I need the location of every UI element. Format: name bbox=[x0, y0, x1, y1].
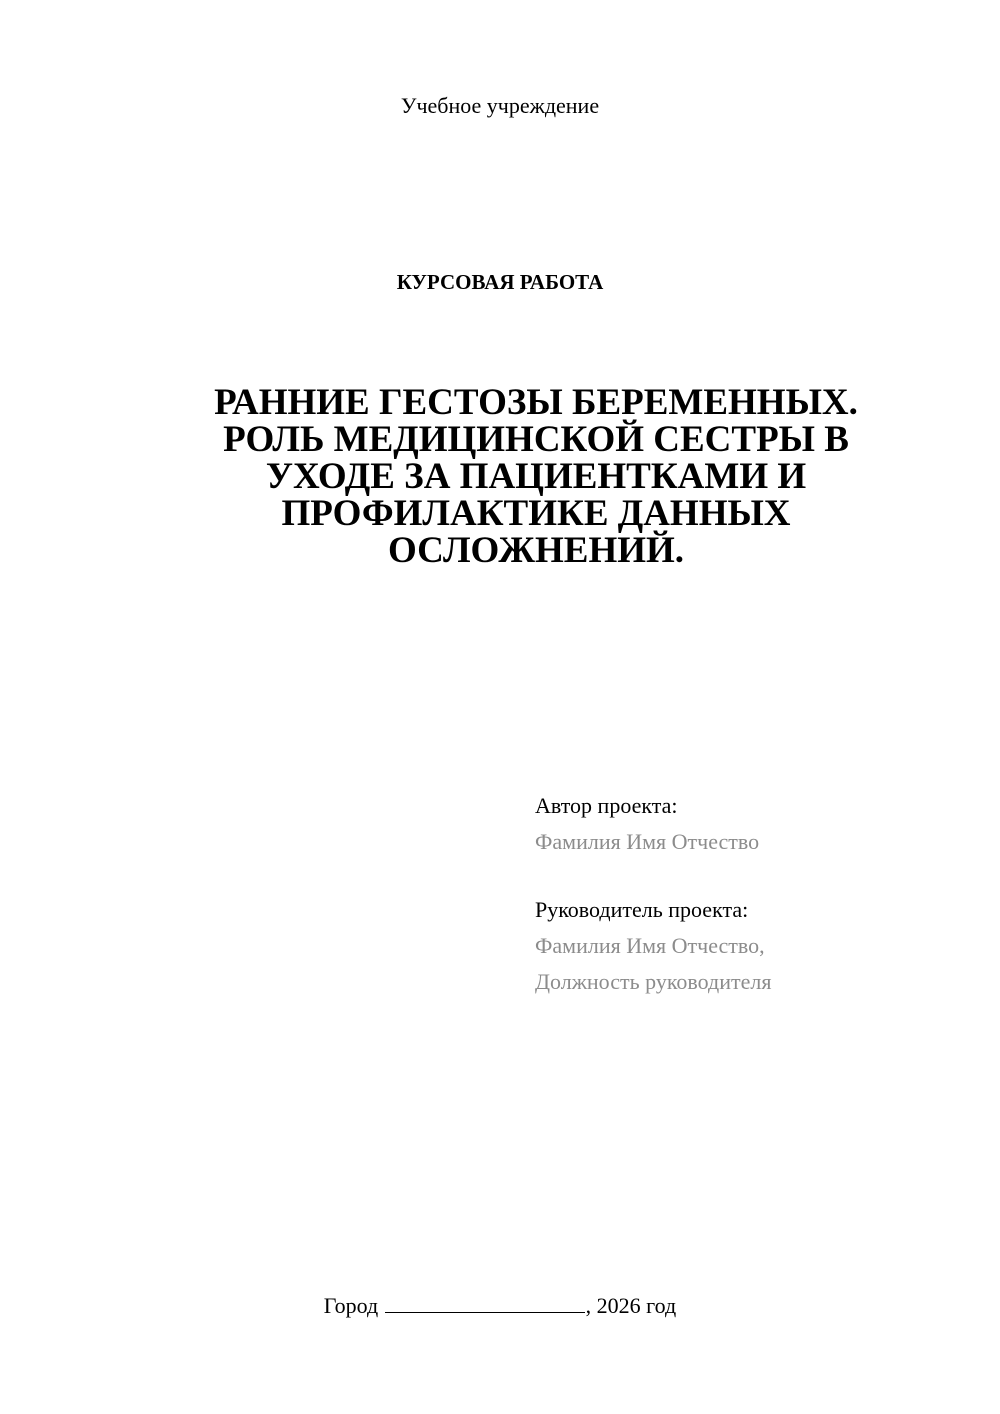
author-label: Автор проекта: bbox=[535, 793, 678, 818]
supervisor-position: Должность руководителя bbox=[535, 969, 772, 994]
supervisor-label: Руководитель проекта: bbox=[535, 897, 749, 922]
city-label: Город bbox=[323, 1293, 379, 1318]
city-year-line bbox=[0, 1290, 1000, 1321]
supervisor-name: Фамилия Имя Отчество, bbox=[535, 933, 765, 958]
author-name: Фамилия Имя Отчество bbox=[535, 829, 760, 854]
document-type: КУРСОВАЯ РАБОТА bbox=[396, 270, 604, 294]
city-blank-line bbox=[385, 1290, 585, 1313]
project-people bbox=[535, 788, 975, 1000]
document-title bbox=[190, 384, 882, 569]
spacer bbox=[535, 860, 975, 892]
title-line: УХОДЕ ЗА ПАЦИЕНТКАМИ И bbox=[265, 456, 807, 497]
title-line: РАННИЕ ГЕСТОЗЫ БЕРЕМЕННЫХ. bbox=[214, 382, 858, 423]
title-line: РОЛЬ МЕДИЦИНСКОЙ СЕСТРЫ В bbox=[223, 419, 849, 460]
title-line: ОСЛОЖНЕНИЙ. bbox=[387, 530, 685, 571]
title-line: ПРОФИЛАКТИКЕ ДАННЫХ bbox=[281, 493, 791, 534]
institution-name: Учебное учреждение bbox=[400, 93, 600, 118]
year-text: , 2026 год bbox=[585, 1293, 677, 1318]
